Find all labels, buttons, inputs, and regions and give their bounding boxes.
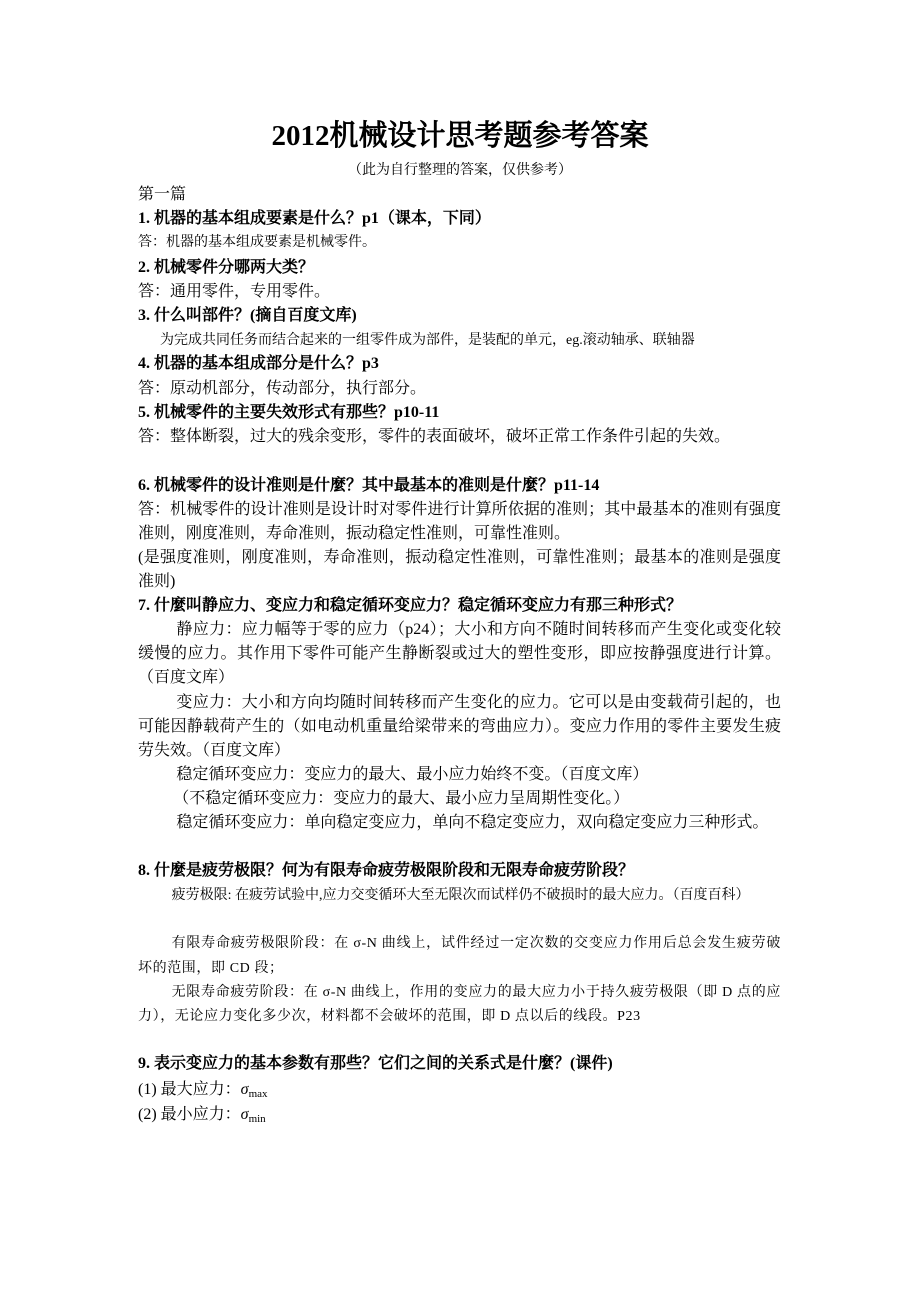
answer-1: 答：机器的基本组成要素是机械零件。 (138, 235, 376, 250)
sigma-symbol: σ (240, 1081, 249, 1098)
answer-8-finite-life: 有限寿命疲劳极限阶段：在 σ-N 曲线上，试件经过一定次数的交变应力作用后总会发生疲劳破坏的范围，即 CD 段； (138, 936, 781, 976)
answer-5: 答：整体断裂，过大的残余变形，零件的表面破坏，破坏正常工作条件引起的失效。 (138, 428, 731, 445)
answer-6-note: (是强度准则，刚度准则，寿命准则，振动稳定性准则，可靠性准则；最基本的准则是强度准则) (138, 549, 781, 591)
sigma-symbol: σ (240, 1106, 249, 1123)
param-min-stress (138, 1103, 781, 1131)
answer-3: 为完成共同任务而结合起来的一组零件成为部件，是装配的单元，eg.滚动轴承、联轴器 (160, 333, 695, 348)
max-subscript: max (248, 1088, 268, 1100)
answer-7-variable-stress: 变应力：大小和方向均随时间转移而产生变化的应力。它可以是由变载荷引起的，也可能因静载荷产生的（如电动机重量给梁带来的弯曲应力）。变应力作用的零件主要发生疲劳失效。（百度文库） (138, 694, 781, 760)
question-7: 7. 什麼叫静应力、变应力和稳定循环变应力？稳定循环变应力有那三种形式？ (138, 597, 683, 614)
param-max-stress (138, 1078, 781, 1106)
question-8: 8. 什麼是疲劳极限？何为有限寿命疲劳极限阶段和无限寿命疲劳阶段？ (138, 862, 635, 879)
answer-7-stable-cyclic: 稳定循环变应力：变应力的最大、最小应力始终不变。（百度文库） (176, 766, 649, 783)
question-9: 9. 表示变应力的基本参数有那些？它们之间的关系式是什麼？(课件) (138, 1055, 613, 1072)
param-min-label: (2) 最小应力： (138, 1106, 241, 1123)
question-3: 3. 什么叫部件？(摘自百度文库) (138, 307, 357, 324)
param-max-label: (1) 最大应力： (138, 1081, 241, 1098)
answer-7-static-stress: 静应力：应力幅等于零的应力（p24）；大小和方向不随时间转移而产生变化或变化较缓慢的应力。其作用下零件可能产生静断裂或过大的塑性变形，即应按静强度进行计算。（百度文库） (138, 621, 781, 687)
answer-8-infinite-life: 无限寿命疲劳阶段：在 σ-N 曲线上，作用的变应力的最大应力小于持久疲劳极限（即 D 点的应力），无论应力变化多少次，材料都不会破坏的范围，即 D 点以后的线段。P23 (138, 985, 781, 1024)
min-subscript: min (248, 1113, 266, 1125)
answer-4: 答：原动机部分，传动部分，执行部分。 (138, 380, 427, 397)
answer-6: 答：机械零件的设计准则是设计时对零件进行计算所依据的准则；其中最基本的准则有强度准则，刚度准则，寿命准则，振动稳定性准则，可靠性准则。 (138, 501, 781, 543)
part-heading: 第一篇 (138, 186, 187, 203)
document-title: 2012机械设计思考题参考答案 (271, 120, 649, 152)
answer-7-unstable-cyclic: （不稳定循环变应力：变应力的最大、最小应力呈周期性变化。） (173, 790, 630, 807)
answer-2: 答：通用零件，专用零件。 (138, 283, 331, 300)
question-2: 2. 机械零件分哪两大类？ (138, 259, 315, 276)
question-4: 4. 机器的基本组成部分是什么？p3 (138, 355, 379, 372)
question-5: 5. 机械零件的主要失效形式有那些？p10-11 (138, 404, 440, 421)
answer-8-fatigue-limit: 疲劳极限: 在疲劳试验中,应力交变循环大至无限次而试样仍不破损时的最大应力。（百度百科） (171, 888, 750, 903)
answer-7-forms: 稳定循环变应力：单向稳定变应力，单向不稳定变应力，双向稳定变应力三种形式。 (176, 814, 769, 831)
question-6: 6. 机械零件的设计准则是什麼？其中最基本的准则是什麼？p11-14 (138, 477, 600, 494)
document-subtitle: （此为自行整理的答案，仅供参考） (348, 163, 572, 178)
question-1: 1. 机器的基本组成要素是什么？p1（课本，下同） (138, 210, 491, 227)
